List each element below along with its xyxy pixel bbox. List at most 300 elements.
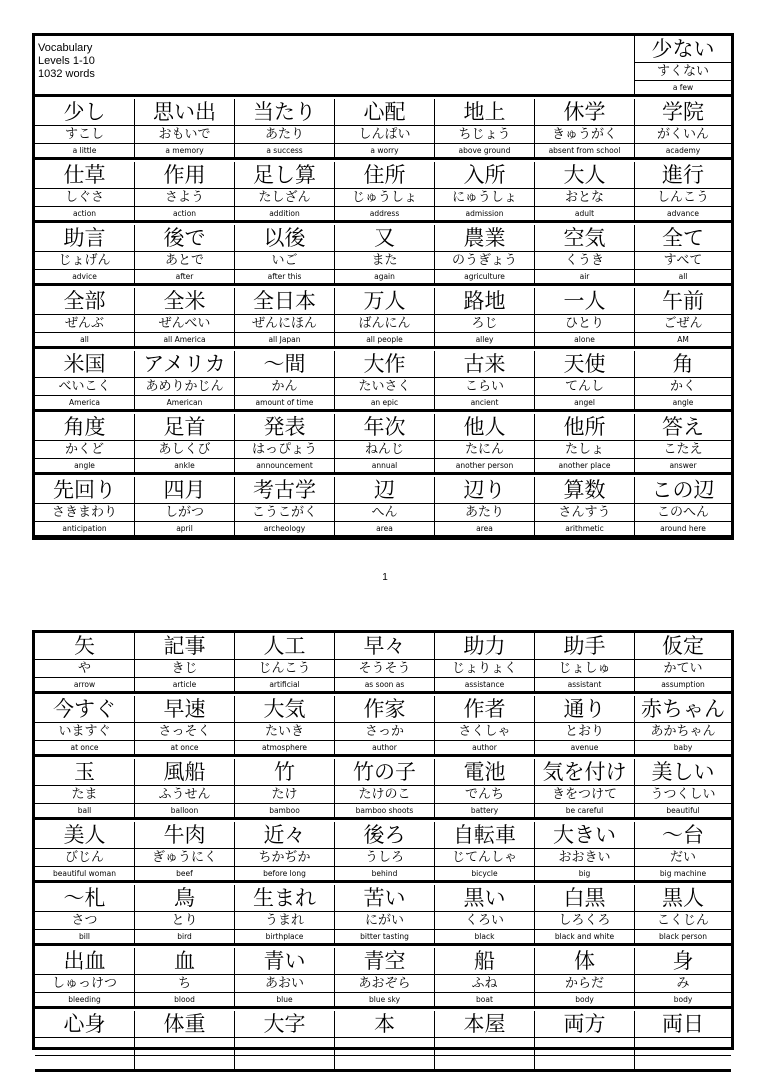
vocab-meaning: another place <box>535 458 634 473</box>
vocab-reading: でんち <box>435 785 534 804</box>
vocab-card <box>135 885 235 943</box>
vocab-card <box>35 288 135 346</box>
vocab-kanji: 苦い <box>363 886 406 910</box>
vocab-kanji: 全米 <box>163 289 206 313</box>
vocab-kanji: 入所 <box>463 163 506 187</box>
vocab-meaning: archeology <box>235 521 334 536</box>
vocab-kanji: 角 <box>672 352 694 376</box>
vocab-meaning: black <box>435 929 534 944</box>
vocab-card <box>535 288 635 346</box>
vocab-kanji: 後ろ <box>363 823 406 847</box>
vocab-card <box>335 633 435 691</box>
vocab-card <box>335 948 435 1006</box>
vocab-kanji: ～札 <box>63 886 106 910</box>
vocab-card <box>235 948 335 1006</box>
vocab-reading: おもいで <box>135 125 234 144</box>
vocab-meaning: agriculture <box>435 269 534 284</box>
vocab-meaning: bleeding <box>35 992 134 1007</box>
vocab-card <box>535 162 635 220</box>
vocab-row <box>35 99 731 160</box>
vocab-kanji: 風船 <box>163 760 206 784</box>
vocab-meaning: area <box>435 521 534 536</box>
vocab-meaning: action <box>35 206 134 221</box>
vocab-reading: かん <box>235 377 334 396</box>
vocab-reading: ろじ <box>435 314 534 333</box>
vocab-meaning <box>535 1055 634 1070</box>
vocab-card <box>435 1011 535 1069</box>
vocab-reading: あたり <box>435 503 534 522</box>
vocab-reading: くうき <box>535 251 634 270</box>
vocab-reading: すくない <box>635 62 731 81</box>
vocab-kanji: 思い出 <box>153 100 216 124</box>
vocab-meaning: baby <box>635 740 731 755</box>
vocab-meaning: beef <box>135 866 234 881</box>
vocab-reading: ちじょう <box>435 125 534 144</box>
vocab-kanji: 大字 <box>263 1012 306 1036</box>
vocab-kanji: 午前 <box>662 289 704 313</box>
vocab-kanji: この辺 <box>651 478 715 502</box>
vocab-meaning: above ground <box>435 143 534 158</box>
vocab-meaning: boat <box>435 992 534 1007</box>
vocab-kanji: 辺 <box>374 478 395 502</box>
vocab-kanji: 心身 <box>63 1012 106 1036</box>
vocab-card <box>635 162 731 220</box>
vocab-card <box>435 477 535 535</box>
vocab-reading: あおぞら <box>335 974 434 993</box>
vocab-reading: ばんにん <box>335 314 434 333</box>
vocab-card <box>435 885 535 943</box>
vocab-reading: いますぐ <box>35 722 134 741</box>
vocab-reading: しんぱい <box>335 125 434 144</box>
vocab-kanji: 気を付け <box>542 760 627 784</box>
vocab-meaning: annual <box>335 458 434 473</box>
vocab-card <box>335 759 435 817</box>
vocab-card <box>35 822 135 880</box>
vocab-reading: こたえ <box>635 440 731 459</box>
vocab-reading: じんこう <box>235 659 334 678</box>
vocab-reading: じてんしゃ <box>435 848 534 867</box>
vocab-card <box>435 759 535 817</box>
vocab-reading: しゅっけつ <box>35 974 134 993</box>
vocab-reading: たけ <box>235 785 334 804</box>
vocab-kanji: 電池 <box>463 760 506 784</box>
vocab-meaning: atmosphere <box>235 740 334 755</box>
vocab-kanji: 玉 <box>74 760 95 784</box>
vocab-meaning: announcement <box>235 458 334 473</box>
vocab-meaning: a few <box>635 80 731 95</box>
vocab-kanji: 白黒 <box>563 886 606 910</box>
vocab-reading: たま <box>35 785 134 804</box>
vocab-reading: あおい <box>235 974 334 993</box>
vocab-meaning: alone <box>535 332 634 347</box>
vocab-meaning: adult <box>535 206 634 221</box>
vocab-meaning: academy <box>635 143 731 158</box>
vocab-meaning: be careful <box>535 803 634 818</box>
vocab-meaning: ancient <box>435 395 534 410</box>
vocab-meaning: author <box>435 740 534 755</box>
vocab-reading: あしくび <box>135 440 234 459</box>
vocab-reading: おとな <box>535 188 634 207</box>
vocab-kanji: 休学 <box>563 100 606 124</box>
header-row <box>35 36 731 97</box>
vocab-meaning: big <box>535 866 634 881</box>
vocab-kanji: 通り <box>563 697 606 721</box>
vocab-meaning: birthplace <box>235 929 334 944</box>
vocab-meaning: angel <box>535 395 634 410</box>
vocab-card <box>535 759 635 817</box>
vocab-meaning: at once <box>135 740 234 755</box>
vocab-reading: たけのこ <box>335 785 434 804</box>
vocab-reading: がくいん <box>635 125 731 144</box>
vocab-reading: あたり <box>235 125 334 144</box>
vocab-kanji: 足首 <box>163 415 206 439</box>
vocab-kanji: 今すぐ <box>53 697 116 721</box>
vocab-meaning: arithmetic <box>535 521 634 536</box>
vocab-reading: ぜんべい <box>135 314 234 333</box>
vocab-kanji: 四月 <box>163 478 206 502</box>
vocab-reading: あかちゃん <box>635 722 731 741</box>
vocab-meaning: black person <box>635 929 731 944</box>
vocab-row <box>35 162 731 223</box>
vocab-reading: じゅうしょ <box>335 188 434 207</box>
vocab-card <box>635 36 731 94</box>
vocab-card <box>335 696 435 754</box>
vocab-kanji: 全日本 <box>253 289 316 313</box>
vocab-kanji: 人工 <box>263 634 306 658</box>
vocab-card <box>235 351 335 409</box>
word-count: 1032 words <box>38 68 95 80</box>
vocab-meaning: article <box>135 677 234 692</box>
vocab-kanji: 足し算 <box>253 163 316 187</box>
vocab-kanji: 生まれ <box>253 886 316 910</box>
vocab-card <box>35 696 135 754</box>
vocab-kanji: 赤ちゃん <box>641 697 725 721</box>
vocab-kanji: 近々 <box>263 823 306 847</box>
vocab-meaning: battery <box>435 803 534 818</box>
vocab-reading: にがい <box>335 911 434 930</box>
vocab-card <box>135 633 235 691</box>
vocab-meaning: black and white <box>535 929 634 944</box>
vocab-kanji: 本 <box>374 1012 395 1036</box>
vocab-kanji: 学院 <box>662 100 704 124</box>
vocab-kanji: 仮定 <box>662 634 704 658</box>
vocab-row <box>35 822 731 883</box>
vocab-card <box>435 948 535 1006</box>
vocab-reading: ぎゅうにく <box>135 848 234 867</box>
vocab-meaning: behind <box>335 866 434 881</box>
vocab-card <box>235 822 335 880</box>
vocab-card <box>235 477 335 535</box>
vocab-reading: み <box>635 974 731 993</box>
vocab-reading: はっぴょう <box>235 440 334 459</box>
vocab-reading: たいき <box>235 722 334 741</box>
vocab-card <box>535 1011 635 1069</box>
vocab-reading: さよう <box>135 188 234 207</box>
vocab-meaning: a success <box>235 143 334 158</box>
vocab-card <box>335 99 435 157</box>
vocab-reading: さくしゃ <box>435 722 534 741</box>
vocab-kanji: 大きい <box>553 823 616 847</box>
vocab-card <box>535 696 635 754</box>
vocab-meaning: all America <box>135 332 234 347</box>
vocab-reading: かくど <box>35 440 134 459</box>
vocab-kanji: 助手 <box>563 634 606 658</box>
vocab-reading: きゅうがく <box>535 125 634 144</box>
vocab-row <box>35 633 731 694</box>
vocab-meaning <box>335 1055 434 1070</box>
vocab-reading: たにん <box>435 440 534 459</box>
vocab-row <box>35 696 731 757</box>
header-info <box>35 36 635 94</box>
vocab-card <box>35 759 135 817</box>
vocab-card <box>635 414 731 472</box>
vocab-kanji: 空気 <box>563 226 606 250</box>
vocab-meaning: before long <box>235 866 334 881</box>
vocab-card <box>535 822 635 880</box>
vocab-meaning: body <box>535 992 634 1007</box>
levels-label: Levels 1-10 <box>38 55 95 67</box>
vocab-card <box>235 162 335 220</box>
vocab-kanji: 路地 <box>463 289 506 313</box>
vocab-card <box>635 696 731 754</box>
vocab-reading: このへん <box>635 503 731 522</box>
vocab-card <box>535 225 635 283</box>
vocab-card <box>535 351 635 409</box>
vocab-meaning: assistance <box>435 677 534 692</box>
vocab-card <box>535 948 635 1006</box>
vocab-meaning: around here <box>635 521 731 536</box>
vocab-kanji: 竹の子 <box>353 760 416 784</box>
vocab-reading: じょしゅ <box>535 659 634 678</box>
vocab-meaning: blue <box>235 992 334 1007</box>
vocab-reading: おおきい <box>535 848 634 867</box>
vocab-card <box>135 948 235 1006</box>
vocab-kanji: 早々 <box>363 634 406 658</box>
vocab-card <box>135 288 235 346</box>
vocab-kanji: 他所 <box>563 415 606 439</box>
vocab-card <box>535 99 635 157</box>
vocab-card <box>635 885 731 943</box>
vocab-kanji: 答え <box>662 415 704 439</box>
vocab-row <box>35 477 731 538</box>
vocab-meaning: amount of time <box>235 395 334 410</box>
vocab-card <box>35 948 135 1006</box>
vocab-kanji: 体重 <box>163 1012 206 1036</box>
vocab-reading <box>35 1037 134 1056</box>
vocab-kanji: 少ない <box>651 37 715 61</box>
vocab-reading: あめりかじん <box>135 377 234 396</box>
vocab-kanji: 住所 <box>363 163 406 187</box>
vocab-meaning: author <box>335 740 434 755</box>
vocab-reading: あとで <box>135 251 234 270</box>
vocab-kanji: 発表 <box>263 415 306 439</box>
vocab-reading: いご <box>235 251 334 270</box>
vocab-kanji: 全部 <box>63 289 106 313</box>
vocab-meaning: advice <box>35 269 134 284</box>
vocab-meaning: at once <box>35 740 134 755</box>
vocab-meaning: another person <box>435 458 534 473</box>
vocab-meaning: after this <box>235 269 334 284</box>
vocab-card <box>635 477 731 535</box>
vocab-reading <box>435 1037 534 1056</box>
vocab-meaning: body <box>635 992 731 1007</box>
vocab-reading <box>335 1037 434 1056</box>
vocab-row <box>35 759 731 820</box>
vocab-row <box>35 885 731 946</box>
vocab-meaning: angle <box>635 395 731 410</box>
vocab-meaning: alley <box>435 332 534 347</box>
vocab-meaning: absent from school <box>535 143 634 158</box>
vocab-meaning: april <box>135 521 234 536</box>
vocab-meaning: assistant <box>535 677 634 692</box>
vocab-reading: ねんじ <box>335 440 434 459</box>
vocab-meaning <box>235 1055 334 1070</box>
vocab-reading: さつ <box>35 911 134 930</box>
vocab-card <box>635 822 731 880</box>
vocab-reading: びじん <box>35 848 134 867</box>
vocab-meaning: bamboo shoots <box>335 803 434 818</box>
vocab-row <box>35 948 731 1009</box>
vocab-card <box>435 225 535 283</box>
vocab-kanji: 竹 <box>274 760 295 784</box>
vocab-card <box>35 351 135 409</box>
vocab-reading: きじ <box>135 659 234 678</box>
vocab-meaning: as soon as <box>335 677 434 692</box>
vocab-card <box>335 351 435 409</box>
vocab-kanji: 先回り <box>53 478 116 502</box>
vocab-reading <box>235 1037 334 1056</box>
vocab-kanji: 心配 <box>363 100 406 124</box>
vocab-kanji: 後で <box>163 226 206 250</box>
vocab-reading: くろい <box>435 911 534 930</box>
vocab-kanji: 作家 <box>363 697 406 721</box>
vocab-row <box>35 225 731 286</box>
vocab-card <box>135 225 235 283</box>
vocab-reading: べいこく <box>35 377 134 396</box>
vocab-reading: さんすう <box>535 503 634 522</box>
vocab-kanji: 船 <box>474 949 495 973</box>
vocab-kanji: 身 <box>672 949 694 973</box>
vocab-kanji: 記事 <box>163 634 206 658</box>
vocab-kanji: ～間 <box>263 352 306 376</box>
vocab-meaning: addition <box>235 206 334 221</box>
vocab-card <box>235 1011 335 1069</box>
vocab-kanji: 血 <box>174 949 195 973</box>
vocab-meaning: answer <box>635 458 731 473</box>
vocab-kanji: 大人 <box>563 163 606 187</box>
vocab-meaning: bitter tasting <box>335 929 434 944</box>
vocab-card <box>535 633 635 691</box>
page-number: 1 <box>382 572 388 583</box>
vocab-meaning: arrow <box>35 677 134 692</box>
vocab-card <box>435 633 535 691</box>
vocab-kanji: 作者 <box>463 697 506 721</box>
vocab-reading: さきまわり <box>35 503 134 522</box>
vocab-kanji: 助力 <box>463 634 506 658</box>
vocab-kanji: 少し <box>63 100 106 124</box>
vocab-card <box>535 414 635 472</box>
vocab-kanji: 作用 <box>163 163 206 187</box>
vocab-card <box>235 633 335 691</box>
vocab-card <box>435 414 535 472</box>
vocab-card <box>635 99 731 157</box>
vocab-meaning: assumption <box>635 677 731 692</box>
vocab-kanji: 黒い <box>463 886 506 910</box>
vocab-reading: しがつ <box>135 503 234 522</box>
vocab-reading: かてい <box>635 659 731 678</box>
vocab-reading: うしろ <box>335 848 434 867</box>
vocab-kanji: 美しい <box>651 760 715 784</box>
vocab-reading: じょりょく <box>435 659 534 678</box>
sheet-title: Vocabulary <box>38 42 93 54</box>
vocab-card <box>35 633 135 691</box>
vocab-card <box>235 885 335 943</box>
vocab-reading: さっか <box>335 722 434 741</box>
vocab-meaning: a little <box>35 143 134 158</box>
vocab-card <box>235 696 335 754</box>
vocab-card <box>335 414 435 472</box>
vocab-row <box>35 1011 731 1072</box>
vocab-reading: しんこう <box>635 188 731 207</box>
vocab-card <box>435 162 535 220</box>
vocab-reading: すべて <box>635 251 731 270</box>
vocab-kanji: 考古学 <box>253 478 316 502</box>
vocab-card <box>435 99 535 157</box>
vocab-card <box>35 225 135 283</box>
vocab-card <box>635 633 731 691</box>
vocab-reading: ふね <box>435 974 534 993</box>
vocab-kanji: 鳥 <box>174 886 195 910</box>
vocab-reading: すこし <box>35 125 134 144</box>
vocab-reading: こくじん <box>635 911 731 930</box>
vocab-card <box>635 225 731 283</box>
vocab-meaning: admission <box>435 206 534 221</box>
vocab-meaning: after <box>135 269 234 284</box>
vocab-kanji: 美人 <box>63 823 106 847</box>
vocab-kanji: 農業 <box>463 226 506 250</box>
vocab-meaning: air <box>535 269 634 284</box>
vocab-meaning: ankle <box>135 458 234 473</box>
vocab-reading: また <box>335 251 434 270</box>
vocab-kanji: 矢 <box>74 634 95 658</box>
vocab-meaning: bill <box>35 929 134 944</box>
vocab-meaning: a memory <box>135 143 234 158</box>
vocab-kanji: 角度 <box>63 415 106 439</box>
vocab-meaning: AM <box>635 332 731 347</box>
vocab-reading: ち <box>135 974 234 993</box>
vocab-kanji: 全て <box>662 226 704 250</box>
vocab-card <box>335 1011 435 1069</box>
vocab-kanji: 当たり <box>253 100 316 124</box>
vocab-card <box>435 288 535 346</box>
vocab-card <box>335 225 435 283</box>
vocab-kanji: 青空 <box>363 949 406 973</box>
vocab-row <box>35 414 731 475</box>
vocab-reading <box>135 1037 234 1056</box>
vocab-reading: てんし <box>535 377 634 396</box>
vocab-meaning: avenue <box>535 740 634 755</box>
vocab-card <box>635 1011 731 1069</box>
vocab-kanji: 米国 <box>63 352 106 376</box>
vocab-kanji: 青い <box>263 949 306 973</box>
vocab-meaning: balloon <box>135 803 234 818</box>
vocab-meaning: all <box>635 269 731 284</box>
vocab-kanji: 大作 <box>363 352 406 376</box>
vocab-meaning: blood <box>135 992 234 1007</box>
vocab-row <box>35 288 731 349</box>
vocab-sheet-2 <box>32 630 734 1050</box>
vocab-kanji: 大気 <box>263 697 306 721</box>
